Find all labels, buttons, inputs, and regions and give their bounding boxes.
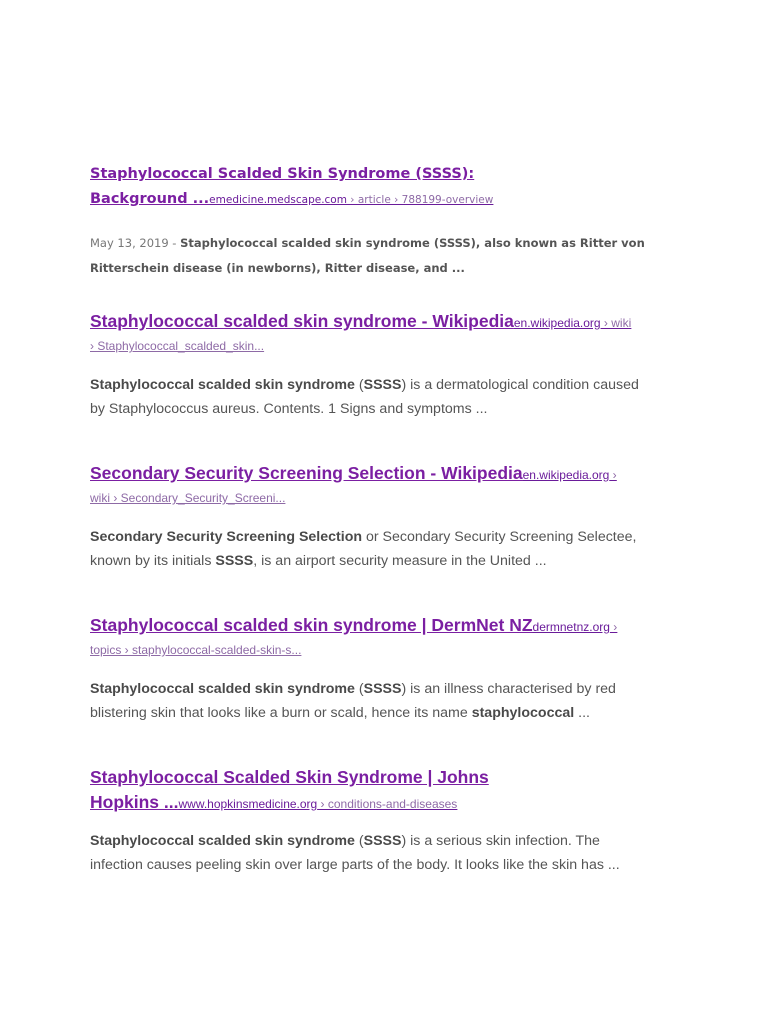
result-title[interactable] <box>90 461 690 488</box>
snippet-bold: Staphylococcal scalded skin syndrome <box>90 377 355 393</box>
result-title-line2[interactable]: Hopkins ... <box>90 792 179 812</box>
result-url[interactable] <box>209 194 493 206</box>
snippet-text: ( <box>354 377 364 393</box>
result-title-line1[interactable]: Staphylococcal Scalded Skin Syndrome (SSSS): <box>90 166 475 182</box>
result-url-continued[interactable]: › Staphylococcal_scalded_skin... <box>90 339 265 353</box>
search-result-2 <box>90 309 690 421</box>
result-title-line2[interactable]: Background ... <box>90 191 210 207</box>
result-title[interactable] <box>90 162 690 187</box>
result-date: May 13, 2019 - <box>90 236 181 250</box>
url-path[interactable]: › article › 788199-overview <box>346 194 494 206</box>
result-snippet <box>90 829 690 877</box>
url-host[interactable]: en.wikipedia.org <box>522 468 610 482</box>
url-host[interactable]: dermnetnz.org <box>532 620 610 634</box>
snippet-bold: SSSS <box>215 553 254 569</box>
search-result-4 <box>90 613 690 725</box>
url-path[interactable]: › <box>609 468 617 482</box>
url-host[interactable]: emedicine.medscape.com <box>209 194 347 206</box>
url-path[interactable]: › conditions-and-diseases <box>317 797 458 811</box>
search-result-3 <box>90 461 690 573</box>
result-snippet <box>90 373 690 421</box>
result-title[interactable] <box>90 765 690 790</box>
url-host[interactable]: en.wikipedia.org <box>513 316 601 330</box>
result-url[interactable] <box>523 468 617 482</box>
url-path[interactable]: › wiki <box>600 316 632 330</box>
result-url-continued[interactable]: topics › staphylococcal-scalded-skin-s... <box>90 643 302 657</box>
result-url[interactable] <box>178 797 457 811</box>
snippet-bold: Staphylococcal scalded skin syndrome <box>90 833 355 849</box>
search-result-1 <box>90 162 690 281</box>
snippet-bold: Secondary Security Screening Selection <box>90 529 363 545</box>
search-result-5 <box>90 765 690 877</box>
snippet-text-line2: Ritterschein disease (in newborns), Ritter disease, and ... <box>90 261 465 275</box>
result-title-text[interactable]: Staphylococcal scalded skin syndrome - Wikipedia <box>90 311 514 331</box>
result-title[interactable] <box>90 309 690 336</box>
result-url[interactable] <box>533 620 618 634</box>
snippet-text: ) is a serious skin infection. The <box>401 833 600 849</box>
result-title-text[interactable]: Secondary Security Screening Selection - Wikipedia <box>90 463 523 483</box>
result-snippet <box>90 677 690 725</box>
snippet-bold: SSSS <box>363 377 402 393</box>
snippet-text: , is an airport security measure in the United ... <box>253 553 547 569</box>
result-title-continued[interactable] <box>90 187 690 213</box>
result-title-line1[interactable]: Staphylococcal Scalded Skin Syndrome | Johns <box>90 767 489 787</box>
result-snippet <box>90 231 690 281</box>
snippet-text: ) is a dermatological condition caused <box>401 377 639 393</box>
snippet-bold: SSSS <box>363 681 402 697</box>
snippet-bold: Staphylococcal scalded skin syndrome <box>90 681 355 697</box>
result-url[interactable] <box>514 316 631 330</box>
url-path[interactable]: › <box>609 620 618 634</box>
snippet-text: known by its initials <box>90 553 216 569</box>
snippet-text: ( <box>354 681 364 697</box>
result-title-text[interactable]: Staphylococcal scalded skin syndrome | DermNet NZ <box>90 615 533 635</box>
snippet-text: ... <box>574 705 590 721</box>
result-url-continued[interactable]: wiki › Secondary_Security_Screeni... <box>90 491 286 505</box>
snippet-text: ) is an illness characterised by red <box>401 681 616 697</box>
result-snippet <box>90 525 690 573</box>
snippet-bold: SSSS <box>363 833 402 849</box>
snippet-text: infection causes peeling skin over large parts of the body. It looks like the skin has ... <box>90 857 620 873</box>
snippet-text: blistering skin that looks like a burn or scald, hence its name <box>90 705 472 721</box>
snippet-text: ( <box>354 833 364 849</box>
snippet-text-line1: Staphylococcal scalded skin syndrome (SSSS), also known as Ritter von <box>180 236 645 250</box>
snippet-text: by Staphylococcus aureus. Contents. 1 Signs and symptoms ... <box>90 401 488 417</box>
result-title-continued[interactable] <box>90 790 690 817</box>
url-host[interactable]: www.hopkinsmedicine.org <box>178 797 318 811</box>
snippet-text: or Secondary Security Screening Selectee, <box>362 529 637 545</box>
result-title[interactable] <box>90 613 690 640</box>
snippet-bold: staphylococcal <box>471 705 575 721</box>
